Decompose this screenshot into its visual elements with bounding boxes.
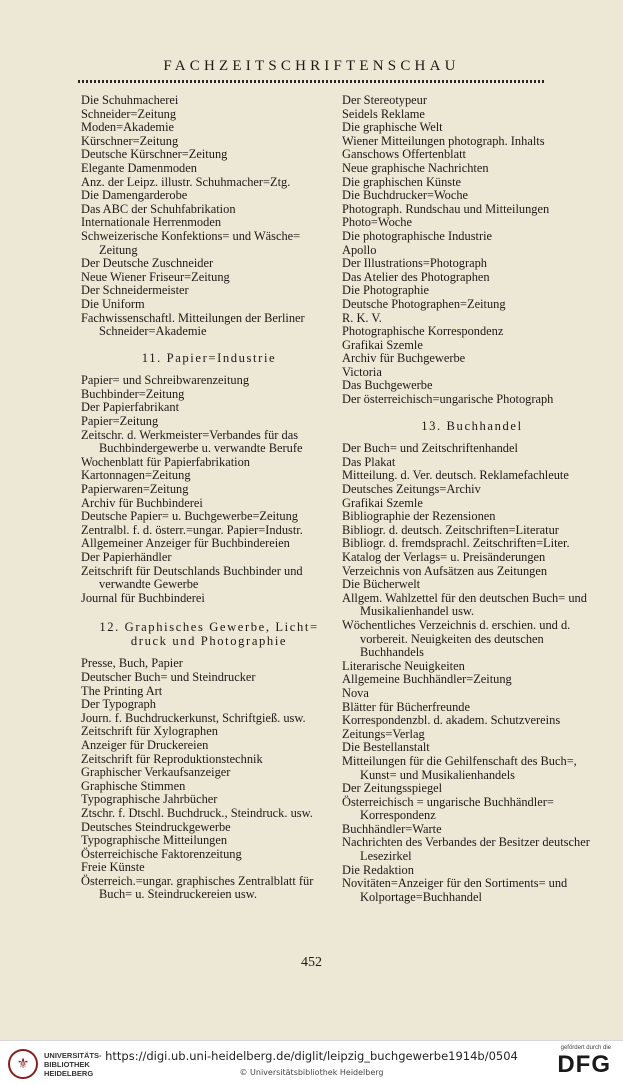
right-column (342, 94, 602, 904)
section-12-heading-line1: 12. Graphisches Gewerbe, Licht= (99, 620, 319, 635)
list-entry: Der österreichisch=ungarische Photograph (342, 392, 554, 407)
list-entry: Deutsche Papier= u. Buchgewerbe=Zeitung (81, 509, 298, 524)
page-number: 452 (301, 955, 322, 970)
list-entry: Papierwaren=Zeitung (81, 482, 189, 497)
list-entry: Fachwissenschaftl. Mitteilungen der Berliner Schneider=Akademie (81, 310, 305, 339)
list-entry: Wochenblatt für Papierfabrikation (81, 454, 250, 469)
list-entry: Der Papierfabrikant (81, 400, 180, 415)
list-entry: Der Schneidermeister (81, 283, 189, 298)
list-entry: Das Atelier des Photographen (342, 269, 490, 284)
list-entry: Der Stereotypeur (342, 93, 427, 107)
list-entry: Wöchentliches Verzeichnis d. erschien. und d. vorbereit. Neuigkeiten des deutschen Buchhandels (342, 617, 571, 660)
list-entry: Der Buch= und Zeitschriftenhandel (342, 441, 518, 456)
list-entry: Österreichisch = ungarische Buchhändler= Korrespondenz (342, 794, 554, 823)
list-entry: Die Uniform (81, 296, 145, 311)
list-entry: Deutsches Steindruckgewerbe (81, 819, 231, 834)
list-entry: Korrespondenzbl. d. akadem. Schutzvereins (342, 713, 561, 728)
list-entry: Das Buchgewerbe (342, 378, 433, 393)
list-entry: Der Zeitungsspiegel (342, 781, 443, 796)
list-entry: Presse, Buch, Papier (81, 656, 183, 671)
list-entry: Papier= und Schreibwarenzeitung (81, 373, 250, 388)
list-entry: Neue Wiener Friseur=Zeitung (81, 269, 230, 284)
list-entry: Buchhändler=Warte (342, 821, 442, 836)
list-entry: Deutscher Buch= und Steindrucker (81, 669, 256, 684)
list-entry: Journal für Buchbinderei (81, 590, 205, 605)
list-entry: Der Typograph (81, 697, 156, 712)
list-entry: Deutsches Zeitungs=Archiv (342, 482, 481, 497)
list-entry: Die Redaktion (342, 862, 414, 877)
page-header: FACHZEITSCHRIFTENSCHAU (163, 58, 460, 74)
list-entry: Die Schuhmacherei (81, 93, 179, 107)
header-rule (78, 80, 544, 83)
list-entry: Zeitschrift für Deutschlands Buchbinder und verwandte Gewerbe (81, 563, 303, 592)
list-entry: Apollo (342, 242, 377, 257)
list-entry: Elegante Damenmoden (81, 160, 197, 175)
list-entry: Anz. der Leipz. illustr. Schuhmacher=Ztg. (81, 174, 291, 189)
list-entry: Deutsche Kürschner=Zeitung (81, 147, 228, 162)
list-entry: Seidels Reklame (342, 106, 425, 121)
section-12-heading (81, 620, 337, 648)
list-entry: Das Plakat (342, 454, 396, 469)
section-12-heading-line2: druck und Photographie (130, 634, 288, 649)
dfg-logo-text: DFG (557, 1051, 611, 1078)
list-entry: Graphischer Verkaufsanzeiger (81, 765, 231, 780)
left-intro-list (81, 94, 337, 339)
list-entry: Journ. f. Buchdruckerkunst, Schriftgieß. usw. (81, 710, 306, 725)
left-column (81, 94, 337, 902)
list-entry: Ztschr. f. Dtschl. Buchdruck., Steindruck. usw. (81, 805, 313, 820)
library-name-line3: HEIDELBERG (44, 1068, 94, 1078)
list-entry: Zeitungs=Verlag (342, 726, 425, 741)
list-entry: Victoria (342, 364, 382, 379)
section-13-heading: 13. Buchhandel (421, 418, 523, 433)
list-entry: Neue graphische Nachrichten (342, 160, 489, 175)
list-entry: Die Bestellanstalt (342, 740, 430, 755)
copyright-notice: © Universitätsbibliothek Heidelberg (239, 1068, 384, 1077)
list-entry: Typographische Mitteilungen (81, 833, 228, 848)
list-entry: Der Papierhändler (81, 550, 172, 564)
list-entry: Allgem. Wahlzettel für den deutschen Buch= und Musikalienhandel usw. (342, 590, 587, 619)
section-12-list (81, 657, 337, 902)
list-entry: Mitteilungen für die Gehilfenschaft des Buch=, Kunst= und Musikalienhandels (342, 753, 577, 782)
library-name-line2: BIBLIOTHEK (44, 1059, 90, 1069)
list-entry: Papier=Zeitung (81, 414, 159, 429)
list-entry: Die Bücherwelt (342, 577, 421, 592)
list-entry: Deutsche Photographen=Zeitung (342, 296, 506, 311)
list-entry: Nachrichten des Verbandes der Besitzer deutscher Lesezirkel (342, 835, 590, 864)
list-entry: Die Photographie (342, 283, 430, 298)
list-entry: Bibliogr. d. deutsch. Zeitschriften=Literatur (342, 522, 559, 537)
list-entry: Wiener Mitteilungen photograph. Inhalts (342, 133, 545, 148)
list-entry: Kürschner=Zeitung (81, 133, 179, 148)
funding-note: gefördert durch die (560, 1045, 611, 1051)
list-entry: Katalog der Verlags= u. Preisänderungen (342, 550, 546, 564)
library-seal-icon: ⚜ (8, 1049, 38, 1079)
list-entry: Schweizerische Konfektions= und Wäsche= Zeitung (81, 228, 301, 257)
list-entry: Die graphische Welt (342, 120, 443, 135)
list-entry: Archiv für Buchbinderei (81, 495, 203, 510)
list-entry: Internationale Herrenmoden (81, 215, 222, 230)
list-entry: Der Illustrations=Photograph (342, 256, 487, 271)
list-entry: Graphische Stimmen (81, 778, 186, 793)
list-entry: R. K. V. (342, 310, 382, 325)
list-entry: Moden=Akademie (81, 120, 175, 135)
list-entry: Allgemeine Buchhändler=Zeitung (342, 672, 512, 687)
list-entry: Allgemeiner Anzeiger für Buchbindereien (81, 536, 290, 551)
list-entry: Ganschows Offertenblatt (342, 147, 466, 162)
permalink-url[interactable]: https://digi.ub.uni-heidelberg.de/diglit/leipzig_buchgewerbe1914b/0504 (105, 1049, 518, 1063)
right-intro-list (342, 94, 602, 407)
list-entry: Das ABC der Schuhfabrikation (81, 201, 236, 216)
list-entry: Blätter für Bücherfreunde (342, 699, 470, 714)
list-entry: Österreich.=ungar. graphisches Zentralblatt für Buch= u. Steindruckereien usw. (81, 873, 314, 902)
list-entry: Novitäten=Anzeiger für den Sortiments= und Kolportage=Buchhandel (342, 876, 568, 904)
list-entry: Photographische Korrespondenz (342, 324, 504, 339)
list-entry: Die graphischen Künste (342, 174, 462, 189)
list-entry: Die Buchdrucker=Woche (342, 188, 469, 203)
viewer-footer (0, 1040, 623, 1085)
list-entry: Bibliogr. d. fremdsprachl. Zeitschriften=Liter. (342, 536, 570, 551)
list-entry: Freie Künste (81, 860, 145, 875)
list-entry: Photo=Woche (342, 215, 412, 230)
list-entry: Typographische Jahrbücher (81, 792, 218, 807)
list-entry: Nova (342, 685, 369, 700)
list-entry: Bibliographie der Rezensionen (342, 509, 496, 524)
list-entry: Verzeichnis von Aufsätzen aus Zeitungen (342, 563, 548, 578)
list-entry: Zeitschrift für Xylographen (81, 724, 218, 739)
list-entry: The Printing Art (81, 683, 163, 698)
dfg-logo[interactable] (557, 1045, 611, 1078)
list-entry: Zeitschr. d. Werkmeister=Verbandes für das Buchbindergewerbe u. verwandte Berufe (81, 427, 303, 456)
list-entry: Buchbinder=Zeitung (81, 386, 185, 401)
list-entry: Mitteilung. d. Ver. deutsch. Reklamefachleute (342, 468, 569, 483)
section-11-heading: 11. Papier=Industrie (141, 350, 277, 365)
list-entry: Die Damengarderobe (81, 188, 188, 203)
section-13-list (342, 442, 602, 904)
list-entry: Photograph. Rundschau und Mitteilungen (342, 201, 550, 216)
list-entry: Anzeiger für Druckereien (81, 737, 209, 752)
list-entry: Schneider=Zeitung (81, 106, 177, 121)
list-entry: Österreichische Faktorenzeitung (81, 846, 242, 861)
list-entry: Zeitschrift für Reproduktionstechnik (81, 751, 263, 766)
list-entry: Zentralbl. f. d. österr.=ungar. Papier=Industr. (81, 522, 303, 537)
list-entry: Grafikai Szemle (342, 337, 423, 352)
list-entry: Grafikai Szemle (342, 495, 423, 510)
list-entry: Die photographische Industrie (342, 228, 493, 243)
list-entry: Kartonnagen=Zeitung (81, 468, 191, 483)
list-entry: Der Deutsche Zuschneider (81, 256, 214, 271)
list-entry: Archiv für Buchgewerbe (342, 351, 466, 366)
library-name-line1: UNIVERSITÄTS- (44, 1050, 102, 1060)
section-11-list (81, 374, 337, 605)
list-entry: Literarische Neuigkeiten (342, 658, 465, 673)
